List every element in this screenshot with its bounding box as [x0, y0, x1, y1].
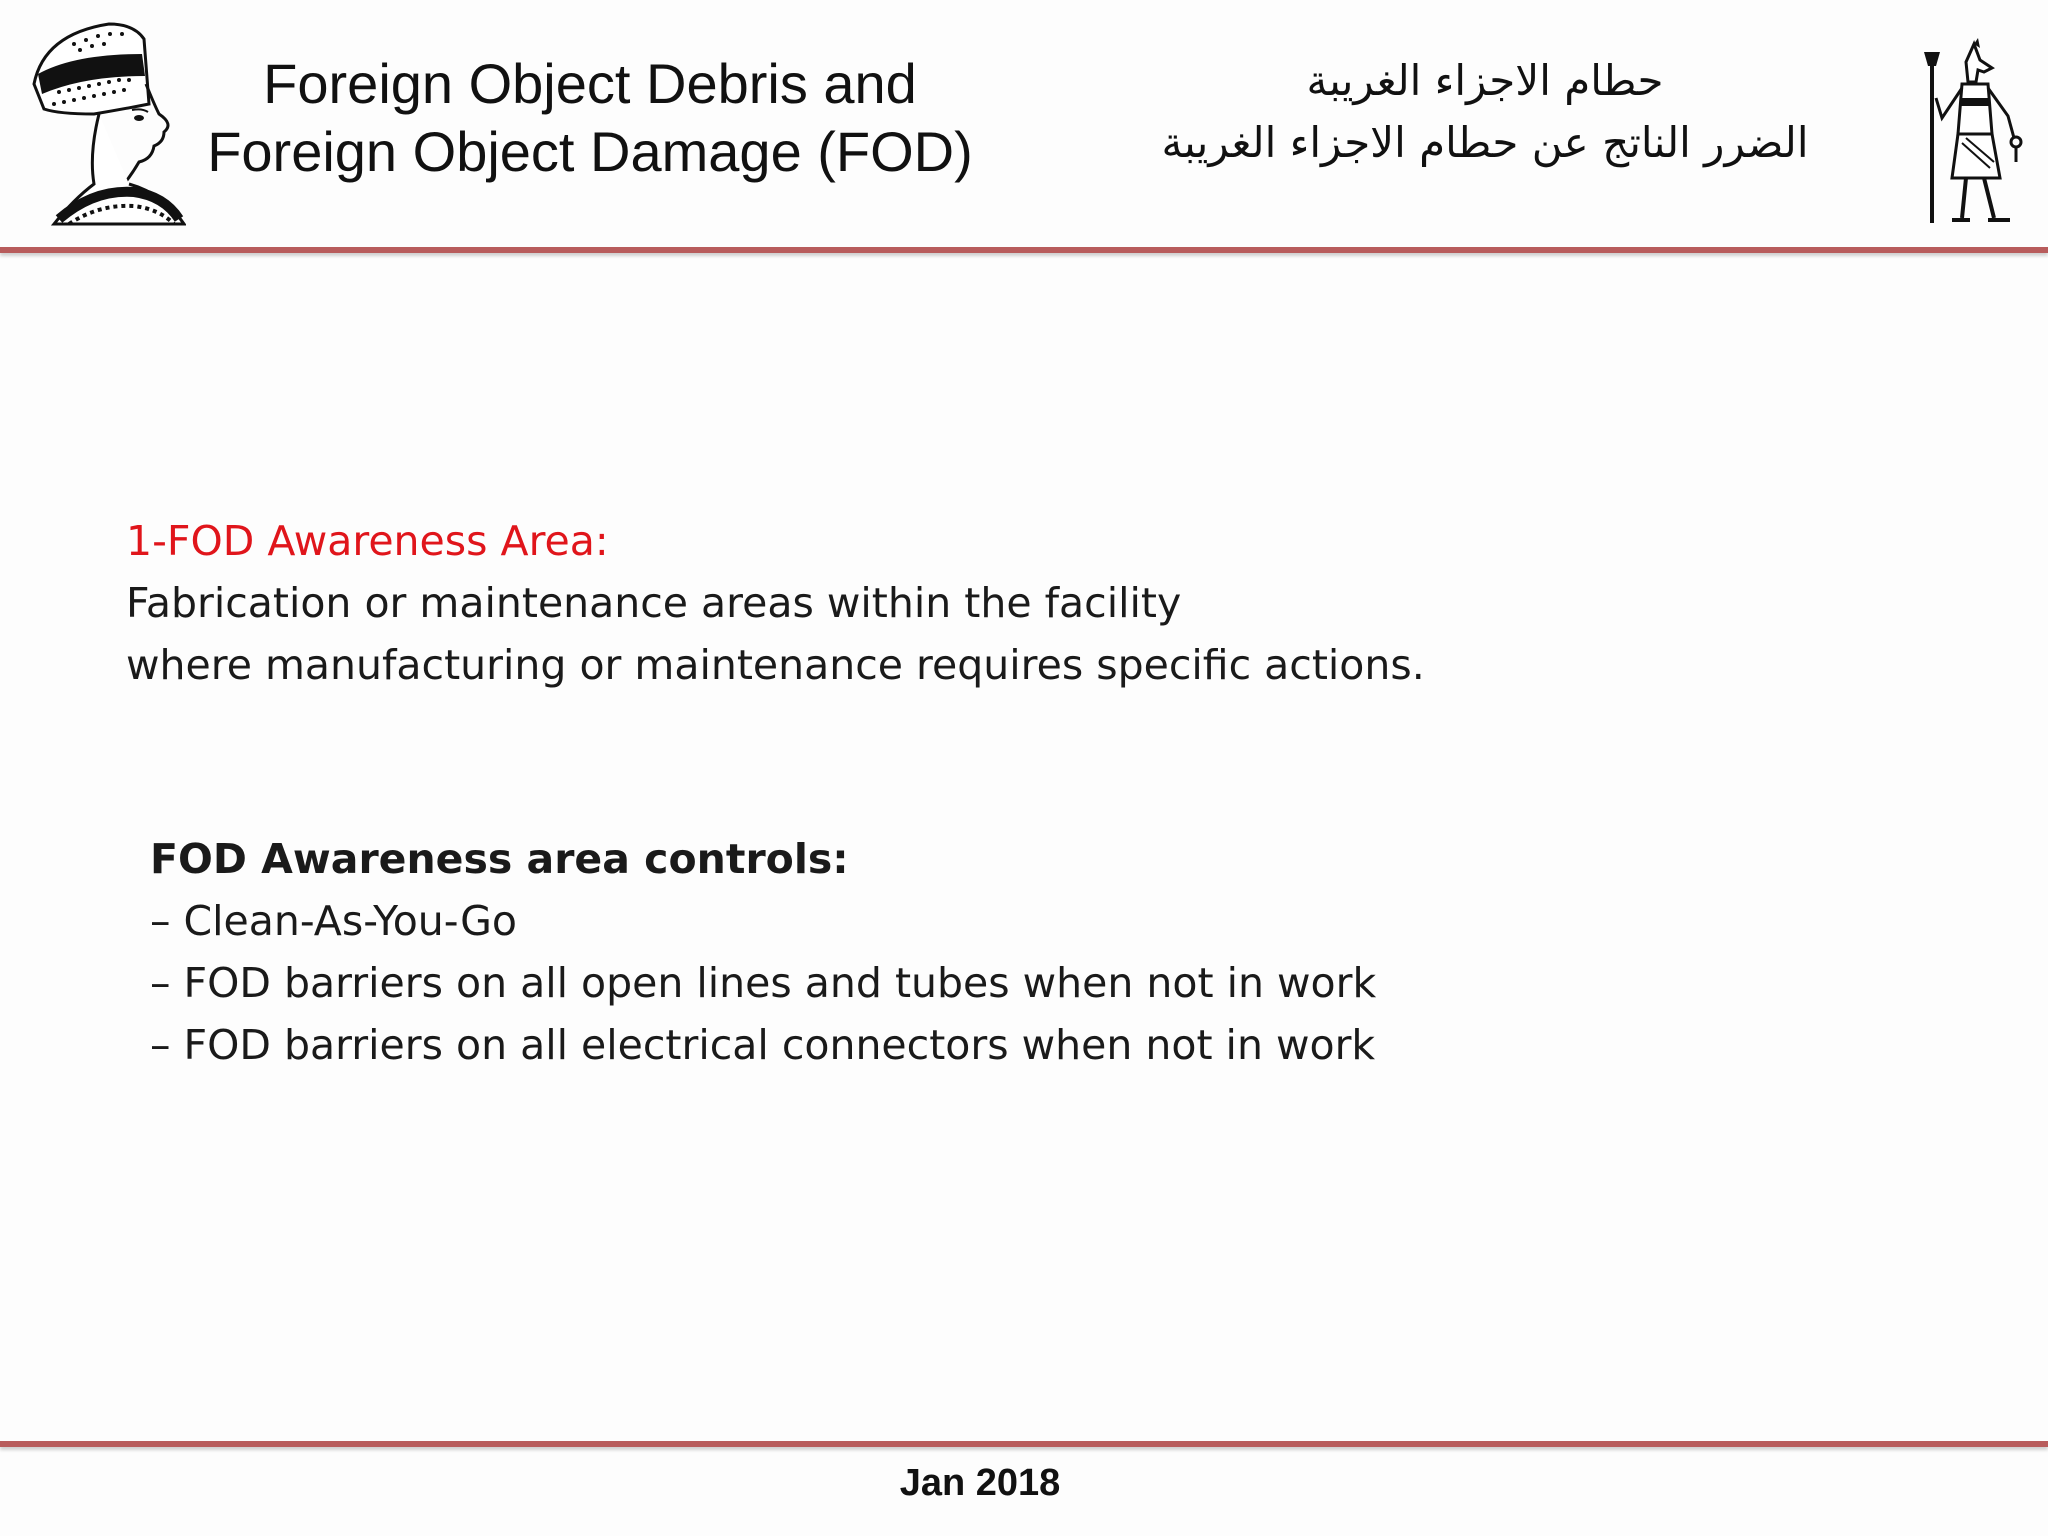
nefertiti-bust-icon	[14, 14, 186, 234]
title-english-line-1: Foreign Object Debris and	[263, 52, 917, 115]
section-body-line-2: where manufacturing or maintenance requires specific actions.	[126, 641, 1425, 689]
footer-divider	[0, 1441, 2048, 1447]
fod-awareness-controls	[150, 828, 1850, 1076]
header-divider	[0, 247, 2048, 253]
title-english-line-2: Foreign Object Damage (FOD)	[207, 120, 973, 183]
title-arabic-line-2: الضرر الناتج عن حطام الاجزاء الغريبة	[1161, 118, 1809, 167]
section-heading: 1-FOD Awareness Area:	[126, 517, 609, 565]
anubis-figure-icon	[1918, 38, 2030, 228]
title-arabic	[1120, 50, 1850, 174]
controls-heading: FOD Awareness area controls:	[150, 835, 849, 883]
list-item: – FOD barriers on all electrical connectors when not in work	[150, 1021, 1376, 1069]
list-item: – FOD barriers on all open lines and tubes when not in work	[150, 959, 1377, 1007]
fod-awareness-area-section	[126, 510, 1826, 696]
section-body-line-1: Fabrication or maintenance areas within the facility	[126, 579, 1182, 627]
footer-date: Jan 2018	[899, 1462, 1061, 1504]
title-english	[190, 50, 990, 186]
list-item: – Clean-As-You-Go	[150, 897, 517, 945]
title-arabic-line-1: حطام الاجزاء الغريبة	[1306, 56, 1664, 105]
